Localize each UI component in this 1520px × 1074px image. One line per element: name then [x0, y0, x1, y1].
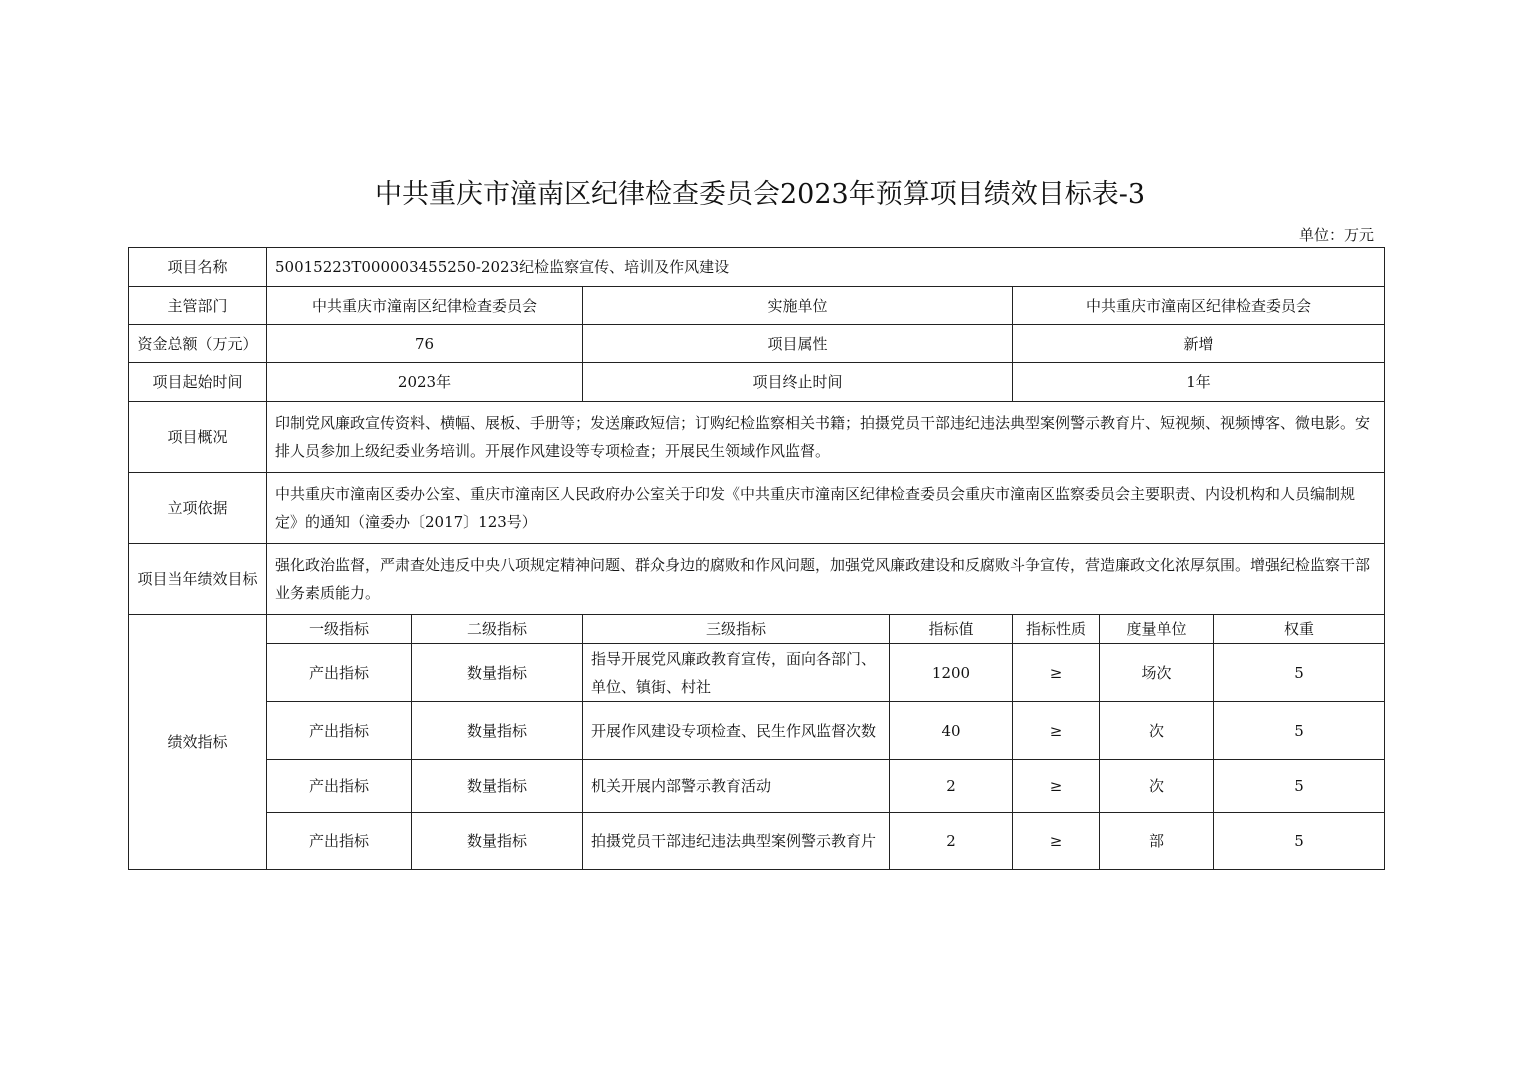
row-department — [129, 287, 1385, 325]
row-goal — [129, 544, 1385, 615]
start-time-value: 2023年 — [267, 363, 583, 402]
row-basis — [129, 473, 1385, 544]
value-cell: 2 — [890, 813, 1013, 870]
header-level3: 三级指标 — [583, 615, 890, 644]
level3-cell: 开展作风建设专项检查、民生作风监督次数 — [583, 702, 890, 760]
level2-cell: 数量指标 — [412, 760, 583, 813]
unit-cell: 场次 — [1100, 644, 1214, 702]
row-funds — [129, 325, 1385, 363]
nature-cell: ≥ — [1013, 813, 1100, 870]
page-title: 中共重庆市潼南区纪律检查委员会2023年预算项目绩效目标表-3 — [374, 179, 1145, 210]
level1-cell: 产出指标 — [267, 644, 412, 702]
indicators-label: 绩效指标 — [129, 615, 267, 870]
unit-cell: 部 — [1100, 813, 1214, 870]
nature-cell: ≥ — [1013, 760, 1100, 813]
department-value: 中共重庆市潼南区纪律检查委员会 — [267, 287, 583, 325]
level2-cell: 数量指标 — [412, 813, 583, 870]
impl-unit-label: 实施单位 — [583, 287, 1013, 325]
level2-cell: 数量指标 — [412, 644, 583, 702]
table-row — [129, 702, 1385, 760]
value-cell: 1200 — [890, 644, 1013, 702]
row-overview — [129, 402, 1385, 473]
weight-cell: 5 — [1214, 644, 1385, 702]
indicator-header-row — [129, 615, 1385, 644]
header-level1: 一级指标 — [267, 615, 412, 644]
impl-unit-value: 中共重庆市潼南区纪律检查委员会 — [1013, 287, 1385, 325]
level3-cell: 指导开展党风廉政教育宣传，面向各部门、单位、镇街、村社 — [583, 644, 890, 702]
end-time-label: 项目终止时间 — [583, 363, 1013, 402]
level1-cell: 产出指标 — [267, 760, 412, 813]
project-attr-label: 项目属性 — [583, 325, 1013, 363]
weight-cell: 5 — [1214, 813, 1385, 870]
project-attr-value: 新增 — [1013, 325, 1385, 363]
overview-value: 印制党风廉政宣传资料、横幅、展板、手册等；发送廉政短信；订购纪检监察相关书籍；拍摄党员干部违纪违法典型案例警示教育片、短视频、视频博客、微电影。安排人员参加上级纪委业务培训。开展作风建设等专项检查；开展民生领域作风监督。 — [267, 402, 1385, 473]
goal-label: 项目当年绩效目标 — [129, 544, 267, 615]
weight-cell: 5 — [1214, 702, 1385, 760]
header-weight: 权重 — [1214, 615, 1385, 644]
funds-label: 资金总额（万元） — [129, 325, 267, 363]
performance-table — [128, 247, 1385, 870]
header-unit: 度量单位 — [1100, 615, 1214, 644]
table-row — [129, 644, 1385, 702]
table-row — [129, 760, 1385, 813]
level3-cell: 机关开展内部警示教育活动 — [583, 760, 890, 813]
level1-cell: 产出指标 — [267, 813, 412, 870]
overview-label: 项目概况 — [129, 402, 267, 473]
table-row — [129, 813, 1385, 870]
header-level2: 二级指标 — [412, 615, 583, 644]
department-label: 主管部门 — [129, 287, 267, 325]
project-name-value: 50015223T000003455250-2023纪检监察宣传、培训及作风建设 — [267, 248, 1385, 287]
row-project-name — [129, 248, 1385, 287]
basis-value: 中共重庆市潼南区委办公室、重庆市潼南区人民政府办公室关于印发《中共重庆市潼南区纪律检查委员会重庆市潼南区监察委员会主要职责、内设机构和人员编制规定》的通知（潼委办〔2017〕123号） — [267, 473, 1385, 544]
value-cell: 2 — [890, 760, 1013, 813]
nature-cell: ≥ — [1013, 702, 1100, 760]
unit-cell: 次 — [1100, 702, 1214, 760]
value-cell: 40 — [890, 702, 1013, 760]
start-time-label: 项目起始时间 — [129, 363, 267, 402]
row-time — [129, 363, 1385, 402]
basis-label: 立项依据 — [129, 473, 267, 544]
unit-cell: 次 — [1100, 760, 1214, 813]
level1-cell: 产出指标 — [267, 702, 412, 760]
nature-cell: ≥ — [1013, 644, 1100, 702]
unit-label: 单位：万元 — [1298, 226, 1374, 244]
project-name-label: 项目名称 — [129, 248, 267, 287]
end-time-value: 1年 — [1013, 363, 1385, 402]
goal-value: 强化政治监督，严肃查处违反中央八项规定精神问题、群众身边的腐败和作风问题，加强党风廉政建设和反腐败斗争宣传，营造廉政文化浓厚氛围。增强纪检监察干部业务素质能力。 — [267, 544, 1385, 615]
weight-cell: 5 — [1214, 760, 1385, 813]
level2-cell: 数量指标 — [412, 702, 583, 760]
header-value: 指标值 — [890, 615, 1013, 644]
header-nature: 指标性质 — [1013, 615, 1100, 644]
level3-cell: 拍摄党员干部违纪违法典型案例警示教育片 — [583, 813, 890, 870]
funds-value: 76 — [267, 325, 583, 363]
